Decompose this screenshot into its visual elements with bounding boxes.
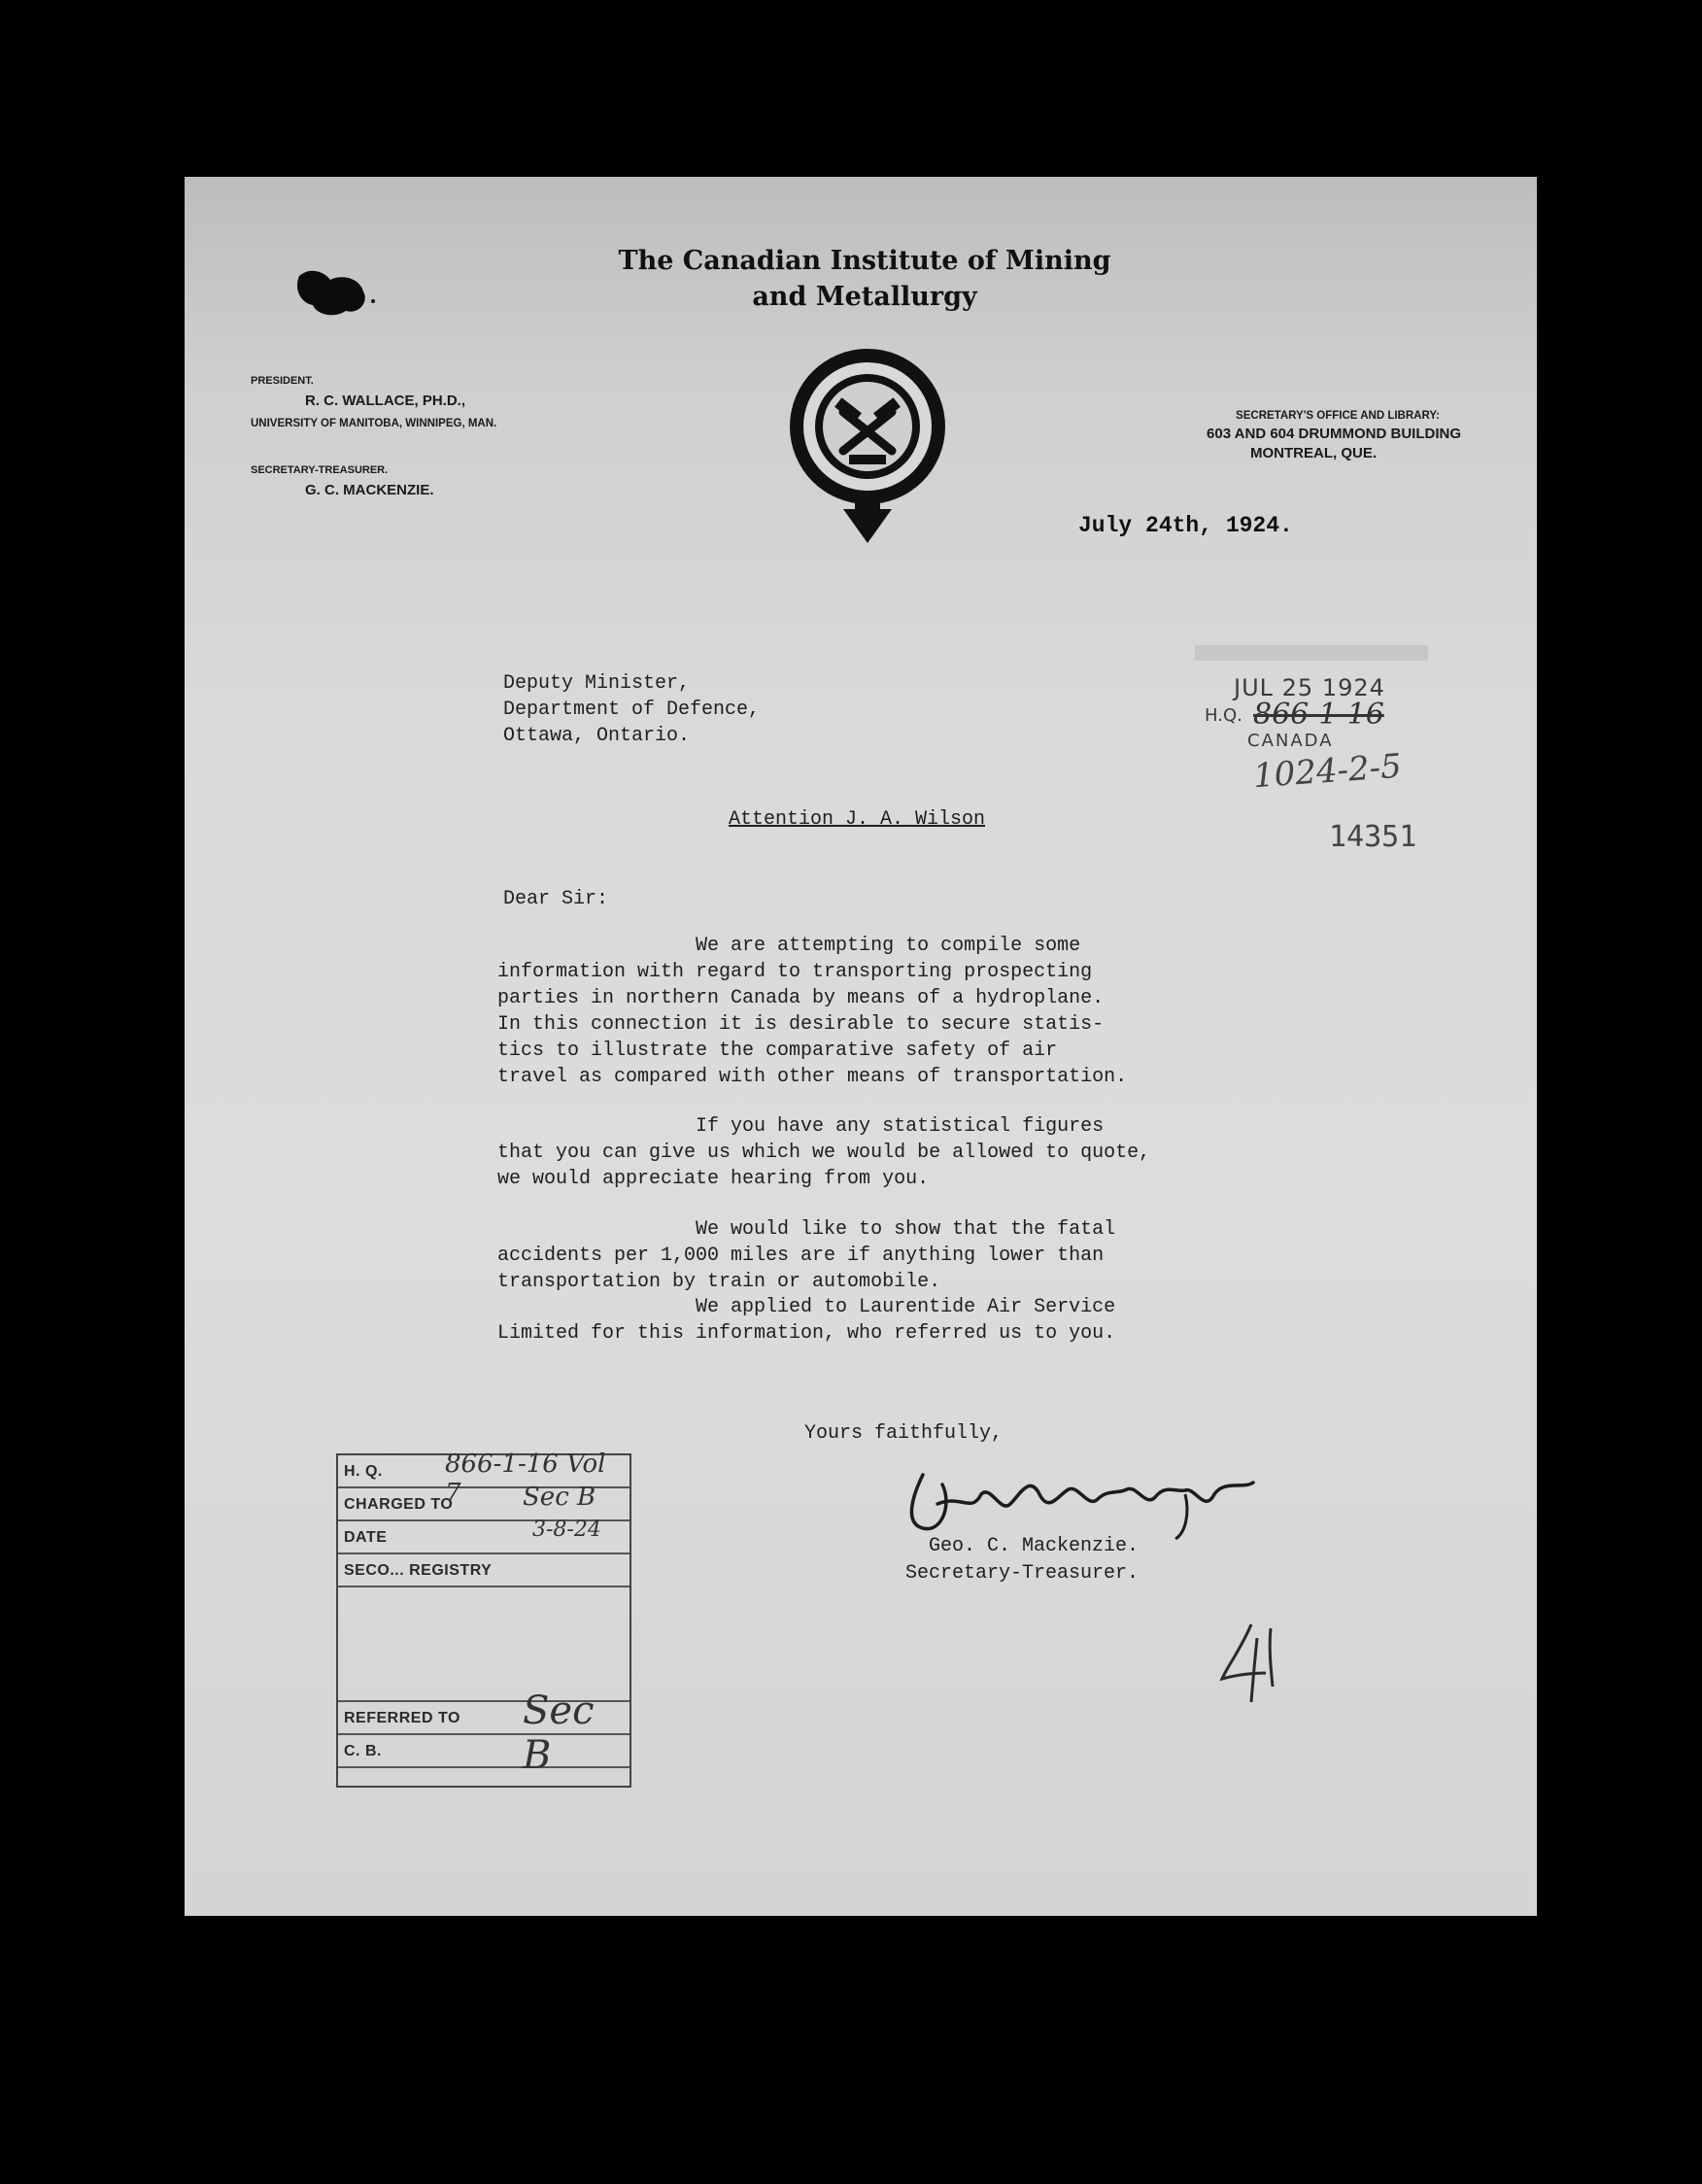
registry-row: DATE — [338, 1521, 630, 1554]
registry-charged-entry: Sec B — [523, 1483, 596, 1512]
president-label: PRESIDENT. — [251, 375, 314, 387]
received-date-stamp: JUL 25 1924 — [1234, 674, 1385, 701]
registry-row: REFERRED TO — [338, 1702, 630, 1735]
file-number-stamp: 14351 — [1329, 820, 1417, 854]
registry-stamp-box — [336, 1450, 631, 1788]
registry-row — [338, 1587, 630, 1702]
registry-hq-entry: 866-1-16 Vol 7 — [445, 1450, 606, 1508]
letter-page — [185, 177, 1537, 1916]
president-affiliation: UNIVERSITY OF MANITOBA, WINNIPEG, MAN. — [251, 418, 497, 429]
institute-seal-icon — [785, 344, 950, 548]
ink-blot-mark — [291, 262, 379, 321]
registry-date-entry: 3-8-24 — [532, 1518, 601, 1542]
recipient-line: Deputy Minister, — [503, 672, 691, 695]
handwritten-mark — [1212, 1619, 1280, 1706]
office-label: SECRETARY'S OFFICE AND LIBRARY: — [1236, 410, 1440, 422]
registry-referred-entry: Sec B — [523, 1689, 595, 1778]
body-paragraph-3: We would like to show that the fatal accidents per 1,000 miles are if anything lower than transportation by train or automobile. — [497, 1218, 1116, 1293]
salutation: Dear Sir: — [503, 888, 609, 910]
handwritten-file-number: 1024-2-5 — [1251, 746, 1403, 797]
secretary-name: G. C. MACKENZIE. — [305, 482, 434, 498]
registry-row: SECO... REGISTRY — [338, 1554, 630, 1587]
recipient-address — [503, 670, 760, 749]
body-paragraph-4: We applied to Laurentide Air Service Limited for this information, who referred us to you. — [497, 1296, 1116, 1345]
registry-row: CHARGED TO — [338, 1488, 630, 1521]
recipient-line: Department of Defence, — [503, 699, 761, 721]
registry-row: C. B. — [338, 1735, 630, 1768]
recipient-line: Ottawa, Ontario. — [503, 725, 691, 747]
hq-stamp-number: 866-1-16 — [1253, 698, 1384, 732]
attention-line: Attention J. A. Wilson — [729, 808, 986, 831]
office-address-line1: 603 AND 604 DRUMMOND BUILDING — [1207, 426, 1461, 442]
handwritten-signature — [884, 1436, 1292, 1543]
institute-title-line1: The Canadian Institute of Mining — [618, 246, 1111, 276]
faded-stamp-mark — [1195, 639, 1428, 666]
office-address-line2: MONTREAL, QUE. — [1250, 445, 1377, 461]
registry-row: H. Q. — [338, 1455, 630, 1488]
signer-title: Secretary-Treasurer. — [905, 1562, 1140, 1585]
institute-title — [612, 243, 1117, 315]
signer-name: Geo. C. Mackenzie. — [929, 1535, 1140, 1557]
secretary-label: SECRETARY-TREASURER. — [251, 464, 389, 476]
hq-stamp-label: H.Q. — [1205, 705, 1242, 726]
president-name: R. C. WALLACE, PH.D., — [305, 392, 465, 409]
body-paragraph-1: We are attempting to compile some information with regard to transporting prospecting parties in northern Canada by means of a hydroplane. In this connection it is desirable to secure statis- tics to illustrate the comparative safety of air travel as compared with other means of transportation. — [497, 935, 1128, 1088]
closing: Yours faithfully, — [804, 1422, 1004, 1445]
letter-date: July 24th, 1924. — [1078, 513, 1293, 538]
body-paragraph-2: If you have any statistical figures that you can give us which we would be allowed to quote, we would appreciate hearing from you. — [497, 1115, 1151, 1190]
institute-title-line2: and Metallurgy — [752, 282, 977, 312]
canada-stamp: CANADA — [1247, 731, 1334, 751]
